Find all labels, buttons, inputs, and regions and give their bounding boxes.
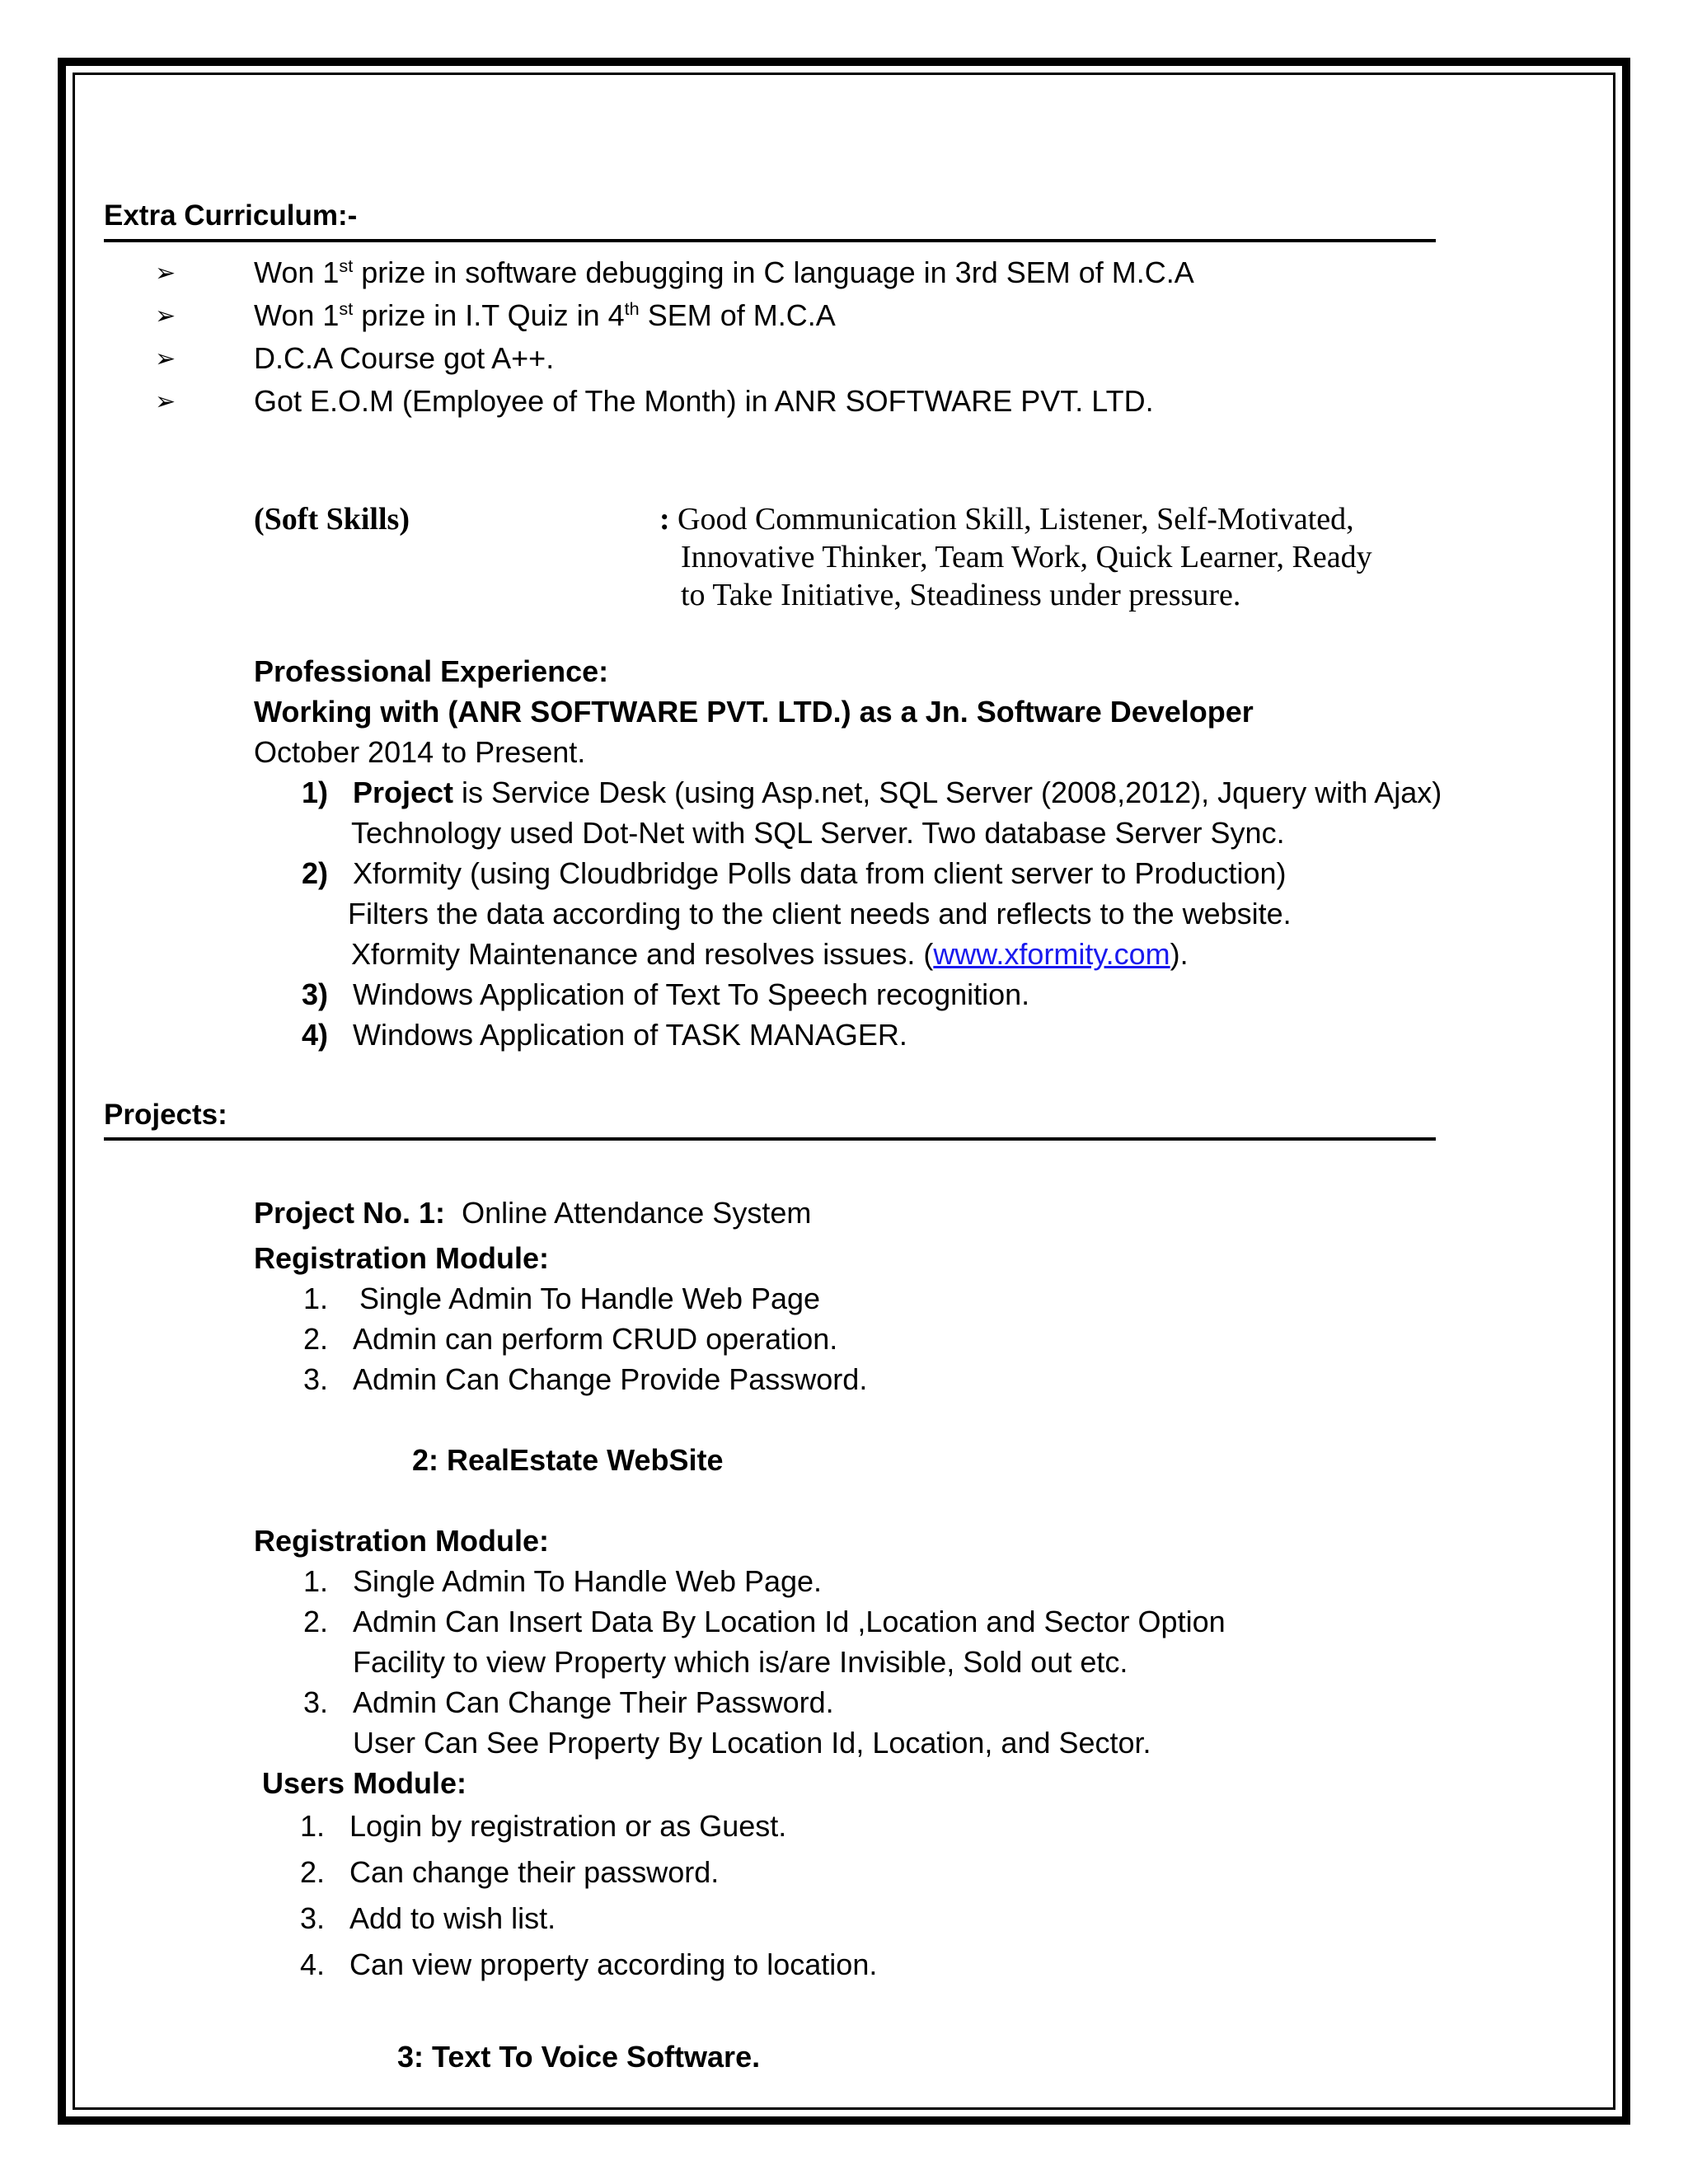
soft-skills-label: (Soft Skills) <box>254 502 410 537</box>
list-number: 2) <box>302 856 329 890</box>
registration-module-heading: Registration Module: <box>254 1241 549 1275</box>
list-item-continuation: User Can See Property By Location Id, Location, and Sector. <box>353 1726 1151 1760</box>
soft-skills-line: to Take Initiative, Steadiness under pressure. <box>681 578 1241 612</box>
page-border-inner <box>73 73 1615 2110</box>
list-item-continuation: Xformity Maintenance and resolves issues. (www.xformity.com). <box>351 937 1189 971</box>
users-module-heading: Users Module: <box>262 1766 467 1800</box>
list-item: D.C.A Course got A++. <box>254 341 555 375</box>
xformity-link[interactable]: www.xformity.com <box>933 937 1170 971</box>
list-number: 3) <box>302 977 329 1011</box>
list-item: Can change their password. <box>349 1855 720 1889</box>
extra-curriculum-heading: Extra Curriculum:- <box>104 199 358 232</box>
list-number: 1) <box>302 776 329 809</box>
list-number: 3. <box>303 1685 329 1719</box>
list-item: Project is Service Desk (using Asp.net, SQL Server (2008,2012), Jquery with Ajax) <box>353 776 1442 809</box>
project-3-title: 3: Text To Voice Software. <box>397 2040 761 2074</box>
soft-skills-colon: : <box>659 502 670 537</box>
list-number: 1. <box>303 1564 329 1598</box>
soft-skills-line: Innovative Thinker, Team Work, Quick Learner, Ready <box>681 540 1372 574</box>
arrow-bullet-icon: ➢ <box>155 302 176 330</box>
arrow-bullet-icon: ➢ <box>155 388 176 415</box>
arrow-bullet-icon: ➢ <box>155 345 176 373</box>
list-number: 4. <box>300 1947 326 1981</box>
projects-heading: Projects: <box>104 1099 227 1131</box>
list-item: Can view property according to location. <box>349 1947 878 1981</box>
list-item: Single Admin To Handle Web Page. <box>353 1564 823 1598</box>
list-number: 2. <box>303 1322 329 1356</box>
list-item: Windows Application of Text To Speech recognition. <box>353 977 1030 1011</box>
list-item: Add to wish list. <box>349 1901 556 1935</box>
registration-module-heading: Registration Module: <box>254 1524 549 1558</box>
list-number: 2. <box>300 1855 326 1889</box>
list-item-continuation: Facility to view Property which is/are Invisible, Sold out etc. <box>353 1645 1128 1679</box>
list-number: 2. <box>303 1605 329 1638</box>
list-number: 4) <box>302 1018 329 1052</box>
list-item-continuation: Filters the data according to the client needs and reflects to the website. <box>348 897 1292 930</box>
list-item: Xformity (using Cloudbridge Polls data from client server to Production) <box>353 856 1287 890</box>
section-rule <box>104 239 1436 242</box>
list-number: 1. <box>303 1282 329 1315</box>
list-item: Windows Application of TASK MANAGER. <box>353 1018 907 1052</box>
experience-period: October 2014 to Present. <box>254 735 586 769</box>
project-1-title: Project No. 1: Online Attendance System <box>254 1196 812 1230</box>
list-item: Admin Can Insert Data By Location Id ,Location and Sector Option <box>353 1605 1226 1638</box>
list-number: 1. <box>300 1809 326 1843</box>
soft-skills-line: Good Communication Skill, Listener, Self-Motivated, <box>678 502 1354 537</box>
list-item: Single Admin To Handle Web Page <box>359 1282 821 1315</box>
list-item: Admin can perform CRUD operation. <box>353 1322 838 1356</box>
project-2-title: 2: RealEstate WebSite <box>412 1443 724 1477</box>
arrow-bullet-icon: ➢ <box>155 260 176 287</box>
experience-role: Working with (ANR SOFTWARE PVT. LTD.) as a Jn. Software Developer <box>254 695 1254 729</box>
list-item: Won 1st prize in I.T Quiz in 4th SEM of M.C.A <box>254 298 836 332</box>
list-item: Got E.O.M (Employee of The Month) in ANR SOFTWARE PVT. LTD. <box>254 384 1154 418</box>
list-item: Admin Can Change Their Password. <box>353 1685 834 1719</box>
list-item-continuation: Technology used Dot-Net with SQL Server. Two database Server Sync. <box>351 816 1285 850</box>
list-item: Login by registration or as Guest. <box>349 1809 787 1843</box>
list-item: Admin Can Change Provide Password. <box>353 1362 868 1396</box>
experience-heading: Professional Experience: <box>254 654 609 688</box>
list-number: 3. <box>303 1362 329 1396</box>
section-rule <box>104 1137 1436 1141</box>
list-number: 3. <box>300 1901 326 1935</box>
list-item: Won 1st prize in software debugging in C language in 3rd SEM of M.C.A <box>254 255 1194 289</box>
